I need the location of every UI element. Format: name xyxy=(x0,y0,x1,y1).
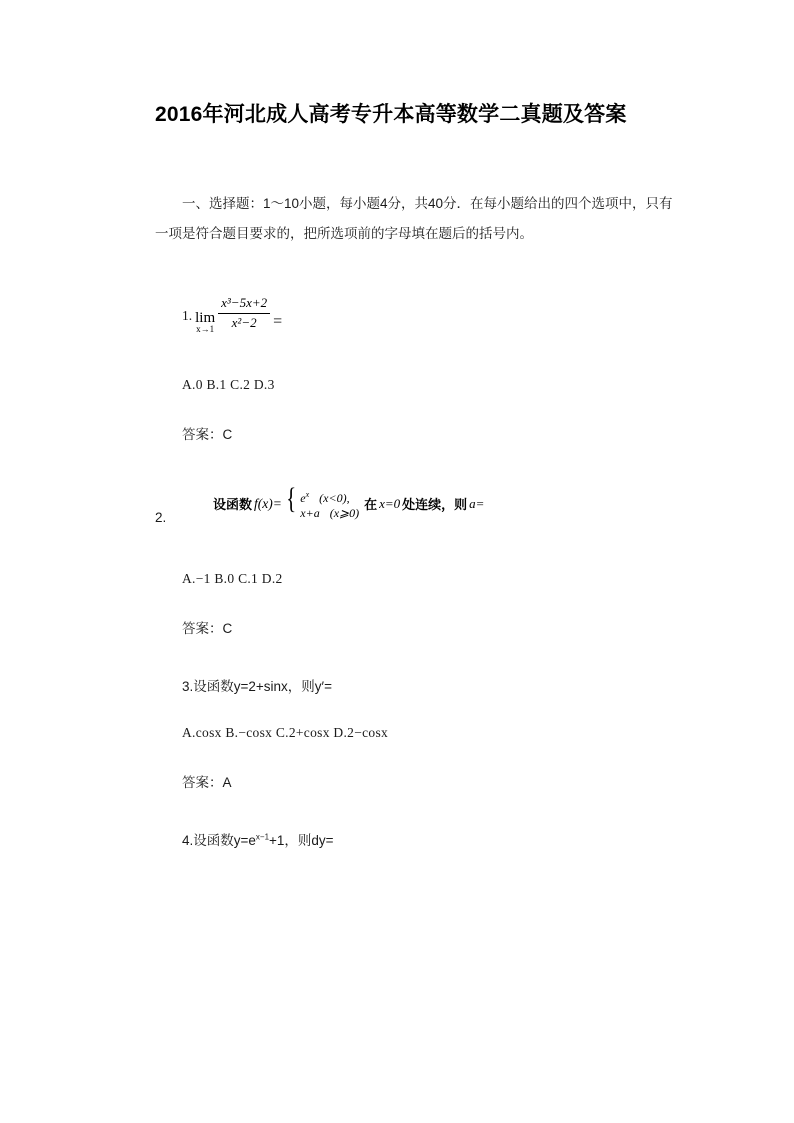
spacer xyxy=(155,393,676,423)
left-brace-icon: { xyxy=(286,481,297,515)
question-3-options: A.cosx B.−cosx C.2+cosx D.2−cosx xyxy=(182,724,389,740)
spacer xyxy=(155,443,676,481)
question-3-text: 3.设函数y=2+sinx，则y′= xyxy=(182,678,332,694)
question-4-text xyxy=(155,829,676,849)
spacer xyxy=(155,533,676,571)
question-2-options: A.−1 B.0 C.1 D.2 xyxy=(182,570,283,586)
fraction-numerator: x³−5x+2 xyxy=(218,295,270,313)
case-row-1: $e^x$ (x<0), xyxy=(300,489,350,505)
fraction-denominator: x²−2 xyxy=(231,314,257,330)
continuity-text-2: 处连续，则 xyxy=(402,497,468,513)
spacer xyxy=(155,587,676,617)
spacer xyxy=(155,741,676,771)
fraction xyxy=(218,295,270,331)
question-2-number: 2. xyxy=(155,509,167,525)
spacer xyxy=(155,249,676,295)
question-1-number: 1. xyxy=(182,307,193,323)
question-2-formula xyxy=(155,481,676,533)
limit-operator: lim x→1 xyxy=(195,309,216,334)
function-notation: f(x)= xyxy=(254,495,282,511)
spacer xyxy=(155,637,676,675)
continuity-text-1: 在 xyxy=(364,497,378,513)
unknown-a: a= xyxy=(469,495,485,511)
case-row-2: x+a (x⩾0) xyxy=(300,505,360,520)
continuity-point: x=0 xyxy=(379,495,401,511)
question-1-options: A.0 B.1 C.2 D.3 xyxy=(182,376,275,392)
piecewise-cases xyxy=(284,481,360,521)
question-4-text-prefix: 4.设函数y=e xyxy=(182,832,256,848)
page-title: 2016年河北成人高考专升本高等数学二真题及答案 xyxy=(155,103,627,126)
question-3-answer: 答案：A xyxy=(182,774,232,790)
equals-sign: = xyxy=(273,312,283,330)
question-4-text-suffix: +1，则dy= xyxy=(269,832,334,848)
spacer xyxy=(155,331,676,377)
question-1-answer: 答案：C xyxy=(182,426,233,442)
spacer xyxy=(155,791,676,829)
question-2-answer: 答案：C xyxy=(182,620,233,636)
question-4-exponent: x−1 xyxy=(255,832,270,842)
question-1-formula xyxy=(155,295,676,334)
section-intro-text: 一、选择题：1～10小题，每小题4分，共40分．在每小题给出的四个选项中，只有一项是符合题目要求的，把所选项前的字母填在题后的括号内。 xyxy=(155,196,673,242)
spacer xyxy=(155,695,676,725)
question-2-lead: 设函数 xyxy=(213,497,253,513)
